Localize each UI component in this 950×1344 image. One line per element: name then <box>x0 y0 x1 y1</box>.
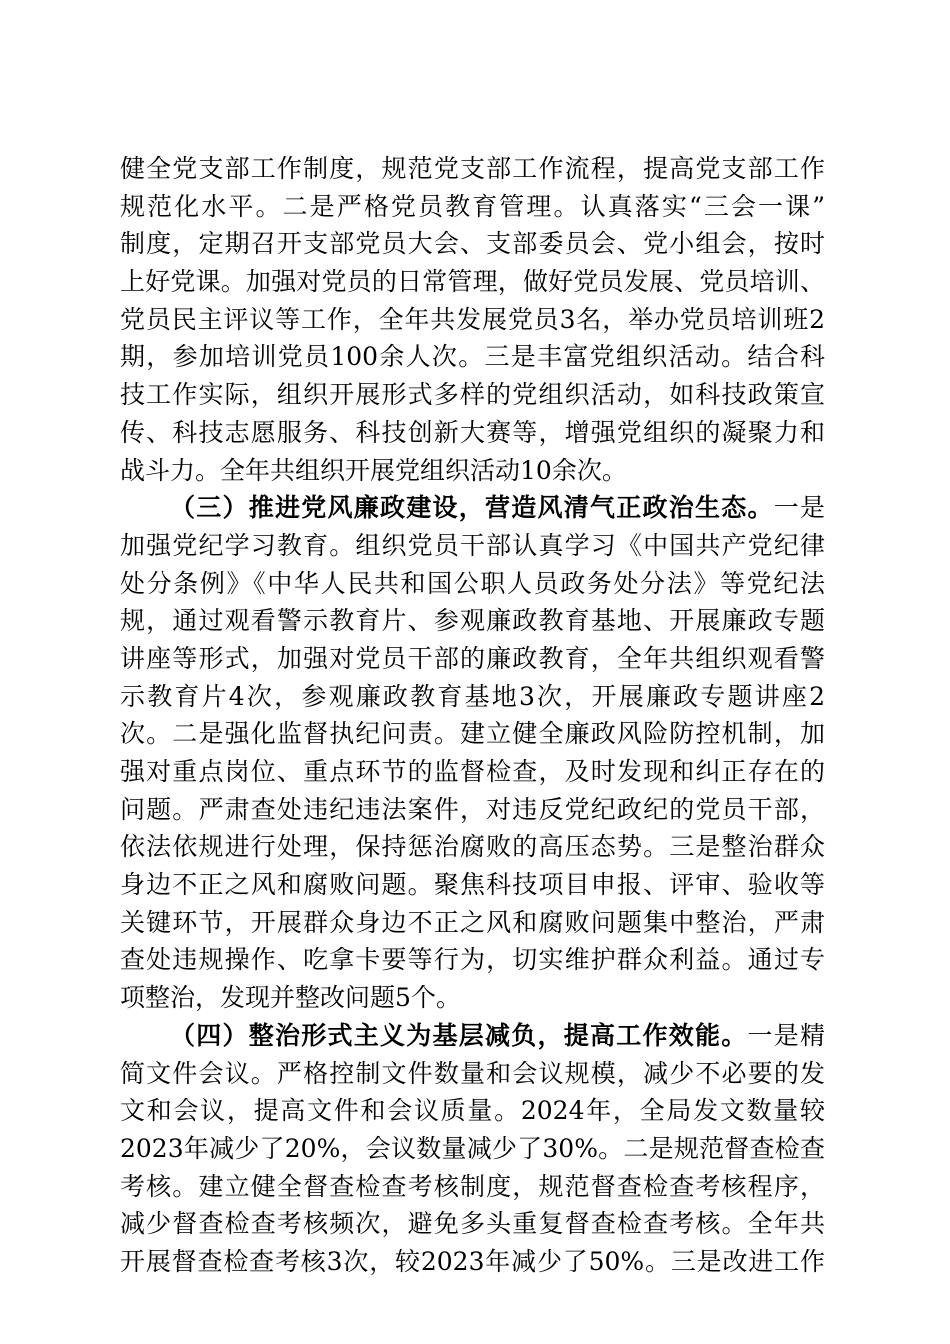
text-segment: 减少督查检查考核频次，避免多头重复督查检查考核。全年共 <box>120 1209 825 1239</box>
text-line <box>120 565 825 603</box>
text-segment: 讲座等形式，加强对党员干部的廉政教育，全年共组织观看警 <box>120 643 825 673</box>
text-segment: 项整治，发现并整改问题5个。 <box>120 983 461 1013</box>
text-line <box>120 1205 825 1243</box>
text-line <box>120 301 825 339</box>
paragraph <box>120 150 825 489</box>
document-body <box>120 150 825 1281</box>
text-segment: 2023年减少了20%，会议数量减少了30%。二是规范督查检查 <box>120 1133 825 1163</box>
text-segment: 查处违规操作、吃拿卡要等行为，切实维护群众利益。通过专 <box>120 945 825 975</box>
text-line <box>120 828 825 866</box>
text-segment: 考核。建立健全督查检查考核制度，规范督查检查考核程序， <box>120 1171 825 1201</box>
text-line <box>120 866 825 904</box>
section-heading: （三）推进党风廉政建设，营造风清气正政治生态。 <box>170 493 774 523</box>
text-segment: 简文件会议。严格控制文件数量和会议规模，减少不必要的发 <box>120 1058 825 1088</box>
text-segment: 规范化水平。二是严格党员教育管理。认真落实“三会一课” <box>120 191 825 221</box>
text-line <box>120 376 825 414</box>
text-segment: 一是精 <box>747 1020 825 1050</box>
text-segment: 加强党纪学习教育。组织党员干部认真学习《中国共产党纪律 <box>120 530 825 560</box>
text-line <box>120 338 825 376</box>
text-line <box>120 150 825 188</box>
text-segment: 示教育片4次，参观廉政教育基地3次，开展廉政专题讲座2 <box>120 681 825 711</box>
text-segment: 身边不正之风和腐败问题。聚焦科技项目申报、评审、验收等 <box>120 870 825 900</box>
text-line <box>120 941 825 979</box>
text-line <box>120 791 825 829</box>
text-segment: 开展督查检查考核3次，较2023年减少了50%。三是改进工作 <box>120 1246 825 1276</box>
text-segment: 依法依规进行处理，保持惩治腐败的高压态势。三是整治群众 <box>120 832 825 862</box>
text-line <box>120 188 825 226</box>
text-segment: 制度，定期召开支部党员大会、支部委员会、党小组会，按时 <box>120 229 825 259</box>
text-segment: 战斗力。全年共组织开展党组织活动10余次。 <box>120 455 627 485</box>
text-line <box>120 678 825 716</box>
text-segment: 一是 <box>773 493 825 523</box>
text-segment: 关键环节，开展群众身边不正之风和腐败问题集中整治，严肃 <box>120 907 825 937</box>
text-segment: 期，参加培训党员100余人次。三是丰富党组织活动。结合科 <box>120 342 825 372</box>
text-segment: 上好党课。加强对党员的日常管理，做好党员发展、党员培训、 <box>120 267 825 297</box>
text-line <box>120 1130 825 1168</box>
text-line <box>120 602 825 640</box>
text-line <box>120 979 825 1017</box>
text-line <box>120 263 825 301</box>
text-line <box>120 489 825 527</box>
text-segment: 健全党支部工作制度，规范党支部工作流程，提高党支部工作 <box>120 154 825 183</box>
section-heading: （四）整治形式主义为基层减负，提高工作效能。 <box>170 1020 748 1050</box>
text-segment: 技工作实际，组织开展形式多样的党组织活动，如科技政策宣 <box>120 380 825 410</box>
text-segment: 传、科技志愿服务、科技创新大赛等，增强党组织的凝聚力和 <box>120 417 825 447</box>
text-line <box>120 527 825 565</box>
text-line <box>120 414 825 452</box>
paragraph <box>120 1017 825 1281</box>
text-line <box>120 1168 825 1206</box>
text-line <box>120 452 825 490</box>
text-line <box>120 1243 825 1281</box>
text-segment: 规，通过观看警示教育片、参观廉政教育基地、开展廉政专题 <box>120 606 825 636</box>
text-segment: 问题。严肃查处违纪违法案件，对违反党纪政纪的党员干部， <box>120 794 825 824</box>
text-line <box>120 715 825 753</box>
text-segment: 次。二是强化监督执纪问责。建立健全廉政风险防控机制，加 <box>120 719 825 749</box>
text-line <box>120 1055 825 1093</box>
text-line <box>120 1017 825 1055</box>
text-line <box>120 1092 825 1130</box>
text-line <box>120 225 825 263</box>
text-segment: 文和会议，提高文件和会议质量。2024年，全局发文数量较 <box>120 1096 825 1126</box>
text-line <box>120 640 825 678</box>
paragraph <box>120 489 825 1017</box>
text-line <box>120 904 825 942</box>
text-segment: 党员民主评议等工作，全年共发展党员3名，举办党员培训班2 <box>120 304 825 334</box>
text-segment: 处分条例》《中华人民共和国公职人员政务处分法》等党纪法 <box>120 568 825 598</box>
text-segment: 强对重点岗位、重点环节的监督检查，及时发现和纠正存在的 <box>120 757 825 786</box>
text-line <box>120 753 825 791</box>
